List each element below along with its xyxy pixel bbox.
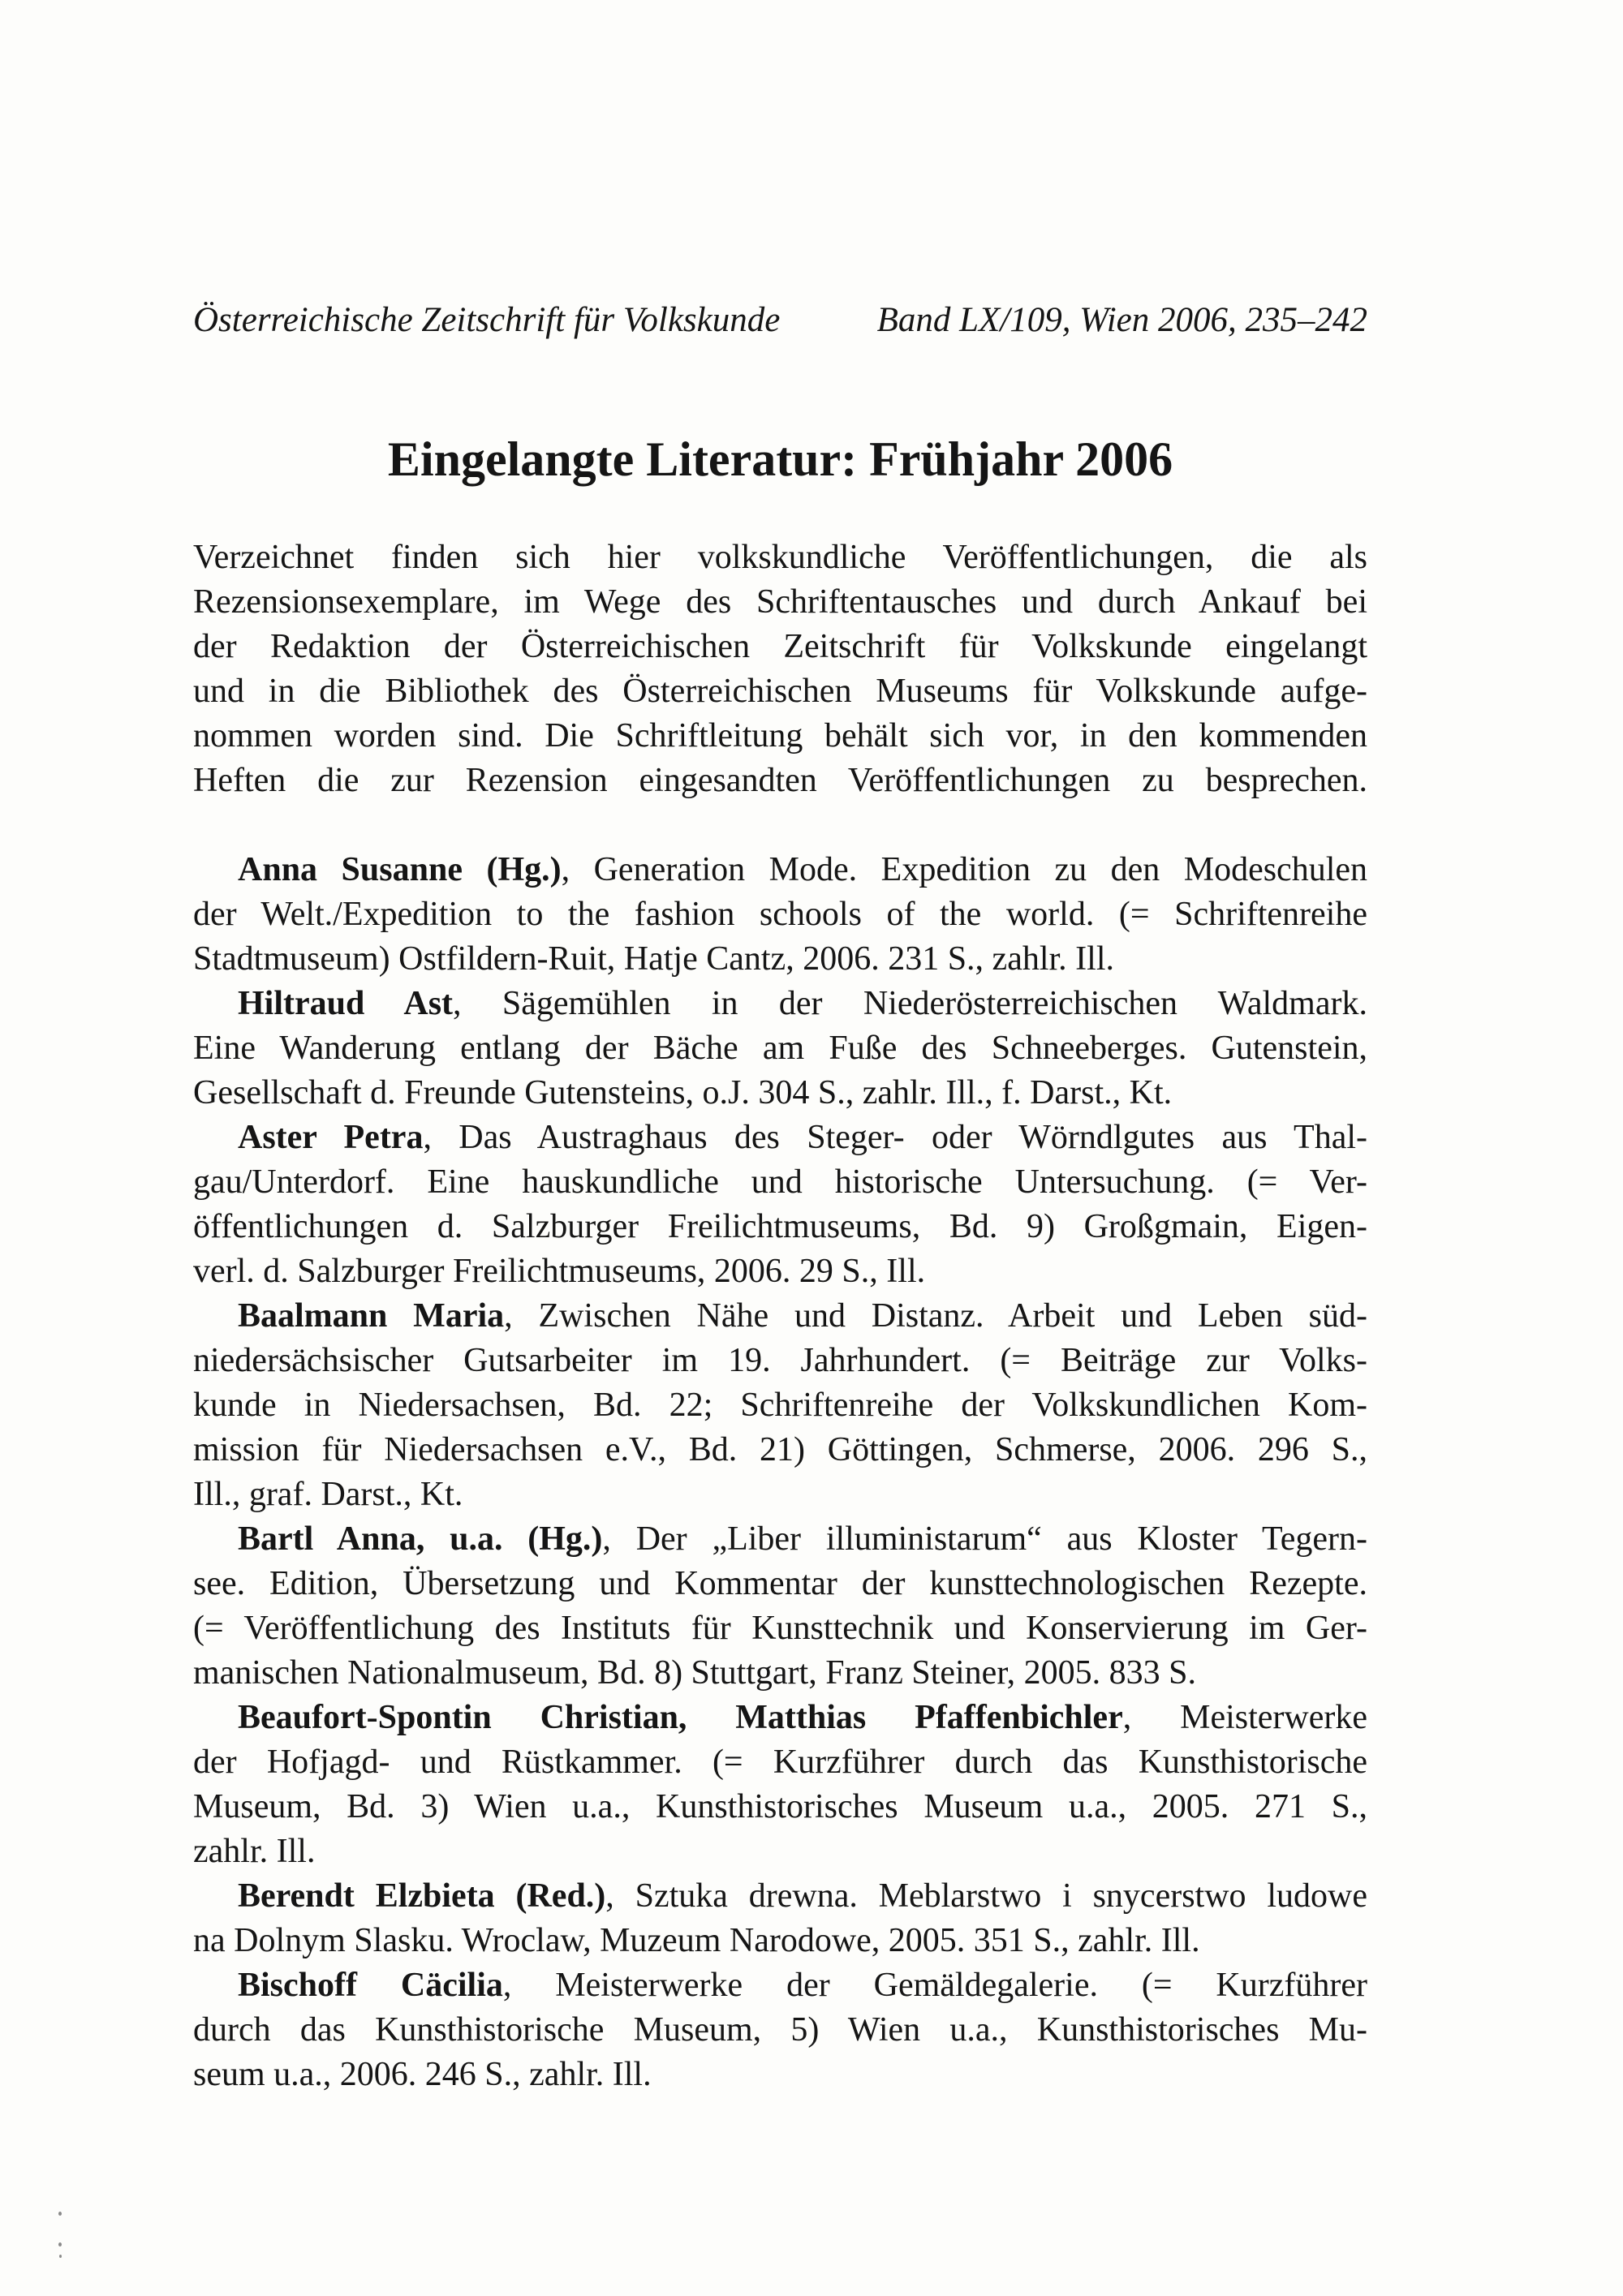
entry-text: , Meisterwerke der Gemäldegalerie. (= Kurzführer [502,1967,1367,2004]
entry-author: Anna Susanne (Hg.) [238,851,562,888]
entry-line: niedersächsischer Gutsarbeiter im 19. Jahrhundert. (= Beiträge zur Volks- [193,1342,1367,1379]
issue-info: Band LX/109, Wien 2006, 235–242 [876,301,1367,339]
page-title: Eingelangte Literatur: Frühjahr 2006 [387,432,1173,486]
entry-text: , Sztuka drewna. Meblarstwo i snycerstwo ludowe [605,1877,1367,1915]
bibliography-entry [193,1294,1367,1517]
entry-author: Beaufort-Spontin Christian, Matthias Pfaffenbichler [238,1699,1123,1736]
entry-text: , Meisterwerke [1122,1699,1367,1736]
entry-author: Bischoff Cäcilia [238,1967,503,2004]
entry-text: , Zwischen Nähe und Distanz. Arbeit und Leben süd- [504,1297,1367,1335]
intro-line: Heften die zur Rezension eingesandten Veröffentlichungen zu besprechen. [193,762,1367,799]
entry-line: manischen Nationalmuseum, Bd. 8) Stuttgart, Franz Steiner, 2005. 833 S. [193,1654,1196,1692]
entry-line: durch das Kunsthistorische Museum, 5) Wien u.a., Kunsthistorisches Mu- [193,2011,1367,2049]
entry-text: , Der „Liber illuministarum“ aus Kloster Tegern- [602,1520,1367,1558]
entry-line [193,1116,1367,1160]
entry-author: Hiltraud Ast [238,985,454,1022]
scan-speck [59,2255,62,2258]
entry-line: kunde in Niedersachsen, Bd. 22; Schriftenreihe der Volkskundlichen Kom- [193,1387,1367,1424]
journal-name: Österreichische Zeitschrift für Volkskunde [193,301,781,339]
entry-line: Ill., graf. Darst., Kt. [193,1476,463,1513]
bibliography-entry [193,1696,1367,1874]
entry-author: Aster Petra [238,1119,424,1156]
intro-line: nommen worden sind. Die Schriftleitung behält sich vor, in den kommenden [193,717,1367,755]
entry-line [193,1517,1367,1562]
scan-speck [58,2212,62,2216]
intro-paragraph [193,535,1367,803]
entry-line [193,1963,1367,2008]
bibliography-entry [193,848,1367,982]
entry-line [193,1696,1367,1740]
entry-line: der Welt./Expedition to the fashion schools of the world. (= Schriftenreihe [193,896,1367,933]
running-head [193,302,1367,339]
entry-line: der Hofjagd- und Rüstkammer. (= Kurzführer durch das Kunsthistorische [193,1743,1367,1781]
bibliography-entry [193,982,1367,1116]
bibliography-list [193,848,1367,2097]
scan-speck [58,2242,62,2247]
entry-line [193,1874,1367,1919]
entry-line: gau/Unterdorf. Eine hauskundliche und historische Untersuchung. (= Ver- [193,1163,1367,1201]
entry-line: verl. d. Salzburger Freilichtmuseums, 2006. 29 S., Ill. [193,1253,926,1290]
entry-line: (= Veröffentlichung des Instituts für Kunsttechnik und Konservierung im Ger- [193,1610,1367,1647]
bibliography-entry [193,1963,1367,2097]
entry-line: Museum, Bd. 3) Wien u.a., Kunsthistorisches Museum u.a., 2005. 271 S., [193,1788,1367,1825]
entry-line [193,1294,1367,1339]
entry-line [193,848,1367,892]
body-text [193,535,1367,2097]
bibliography-entry [193,1517,1367,1696]
entry-line [193,982,1367,1026]
entry-line: see. Edition, Übersetzung und Kommentar der kunsttechnologischen Rezepte. [193,1565,1367,1602]
entry-text: , Sägemühlen in der Niederösterreichischen Waldmark. [453,985,1367,1022]
intro-line: Verzeichnet finden sich hier volkskundliche Veröffentlichungen, die als [193,539,1367,576]
intro-line: und in die Bibliothek des Österreichischen Museums für Volkskunde aufge- [193,673,1367,710]
entry-line: öffentlichungen d. Salzburger Freilichtmuseums, Bd. 9) Großgmain, Eigen- [193,1208,1367,1245]
bibliography-entry [193,1116,1367,1294]
entry-author: Berendt Elzbieta (Red.) [238,1877,606,1915]
entry-text: , Generation Mode. Expedition zu den Modeschulen [561,851,1368,888]
entry-line: zahlr. Ill. [193,1833,316,1870]
entry-text: , Das Austraghaus des Steger- oder Wörndlgutes aus Thal- [423,1119,1367,1156]
entry-author: Baalmann Maria [238,1297,505,1335]
entry-line: mission für Niedersachsen e.V., Bd. 21) Göttingen, Schmerse, 2006. 296 S., [193,1431,1367,1468]
bibliography-entry [193,1874,1367,1963]
entry-line: seum u.a., 2006. 246 S., zahlr. Ill. [193,2056,652,2093]
intro-line: der Redaktion der Österreichischen Zeitschrift für Volkskunde eingelangt [193,628,1367,665]
intro-line: Rezensionsexemplare, im Wege des Schriftentausches und durch Ankauf bei [193,583,1367,621]
paragraph-gap [193,803,1367,848]
entry-line: Eine Wanderung entlang der Bäche am Fuße des Schneeberges. Gutenstein, [193,1030,1367,1067]
entry-line: Stadtmuseum) Ostfildern-Ruit, Hatje Cantz, 2006. 231 S., zahlr. Ill. [193,940,1115,978]
entry-author: Bartl Anna, u.a. (Hg.) [238,1520,603,1558]
entry-line: Gesellschaft d. Freunde Gutensteins, o.J. 304 S., zahlr. Ill., f. Darst., Kt. [193,1074,1173,1111]
entry-line: na Dolnym Slasku. Wroclaw, Muzeum Narodowe, 2005. 351 S., zahlr. Ill. [193,1922,1200,1959]
